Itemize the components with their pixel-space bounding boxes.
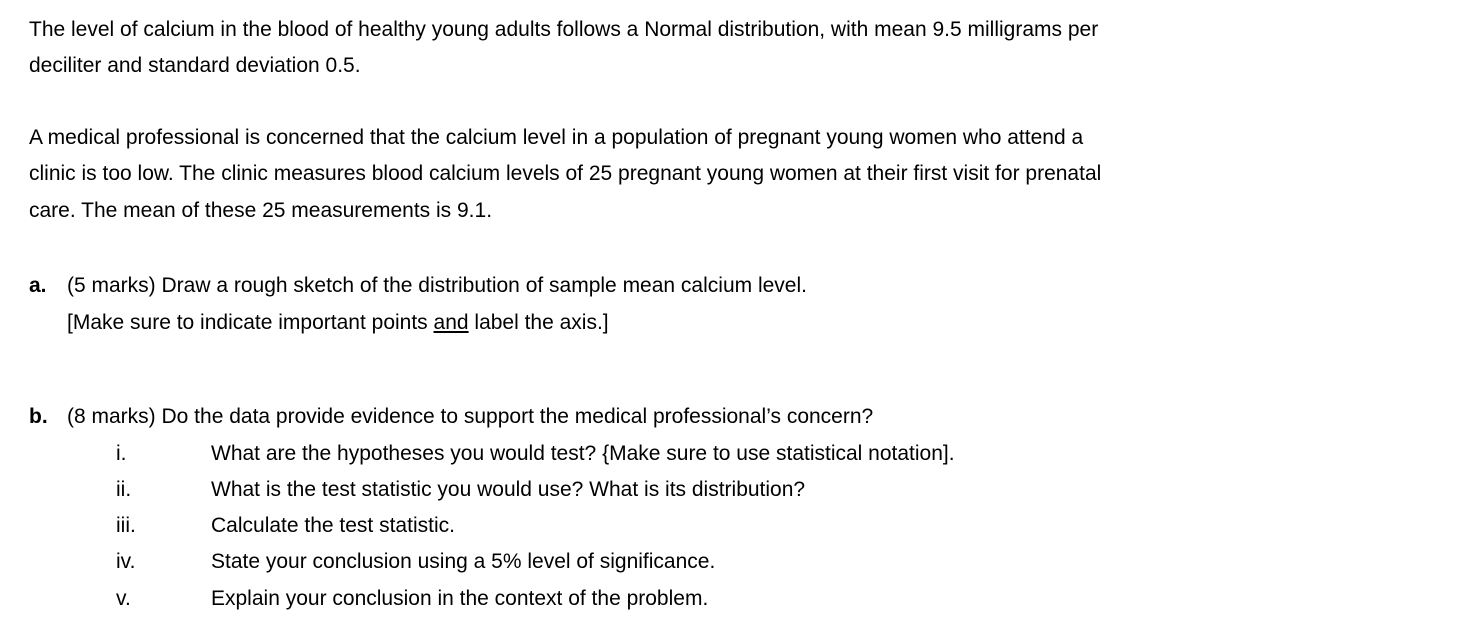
part-b-question: (8 marks) Do the data provide evidence to support the medical professional’s concern? (67, 405, 874, 428)
scenario-line-1: A medical professional is concerned that the calcium level in a population of pregnant young women who attend a (29, 126, 1084, 149)
part-b-item-text: Explain your conclusion in the context of the problem. (211, 587, 709, 610)
part-a-question: (5 marks) Draw a rough sketch of the distribution of sample mean calcium level. (67, 274, 807, 297)
part-b-item-text: Calculate the test statistic. (211, 514, 455, 537)
part-a-letter: a. (29, 274, 47, 297)
part-b-item-text: What is the test statistic you would use? What is its distribution? (211, 478, 806, 501)
scenario-line-2: clinic is too low. The clinic measures blood calcium levels of 25 pregnant young women at their first visit for prenatal (29, 162, 1102, 185)
part-b-item-number: iv. (116, 550, 136, 573)
scenario-line-3: care. The mean of these 25 measurements is 9.1. (29, 199, 493, 222)
part-a-note-end: label the axis.] (468, 311, 609, 334)
intro-line-2: deciliter and standard deviation 0.5. (29, 54, 361, 77)
part-b-item-number: ii. (116, 478, 132, 501)
part-a-note-start: [Make sure to indicate important points (67, 311, 434, 334)
part-b-item-number: iii. (116, 514, 136, 537)
part-b-item-text: State your conclusion using a 5% level of significance. (211, 550, 716, 573)
part-b-letter: b. (29, 405, 48, 428)
document-page (29, 0, 1449, 632)
part-b-item-number: i. (116, 442, 127, 465)
part-a-note-underlined: and (433, 311, 469, 334)
part-b-item-number: v. (116, 587, 131, 610)
part-b-item-text: What are the hypotheses you would test? {Make sure to use statistical notation]. (211, 442, 955, 465)
intro-line-1: The level of calcium in the blood of healthy young adults follows a Normal distribution, with mean 9.5 milligrams per (29, 18, 1099, 41)
part-a-note (67, 311, 609, 335)
